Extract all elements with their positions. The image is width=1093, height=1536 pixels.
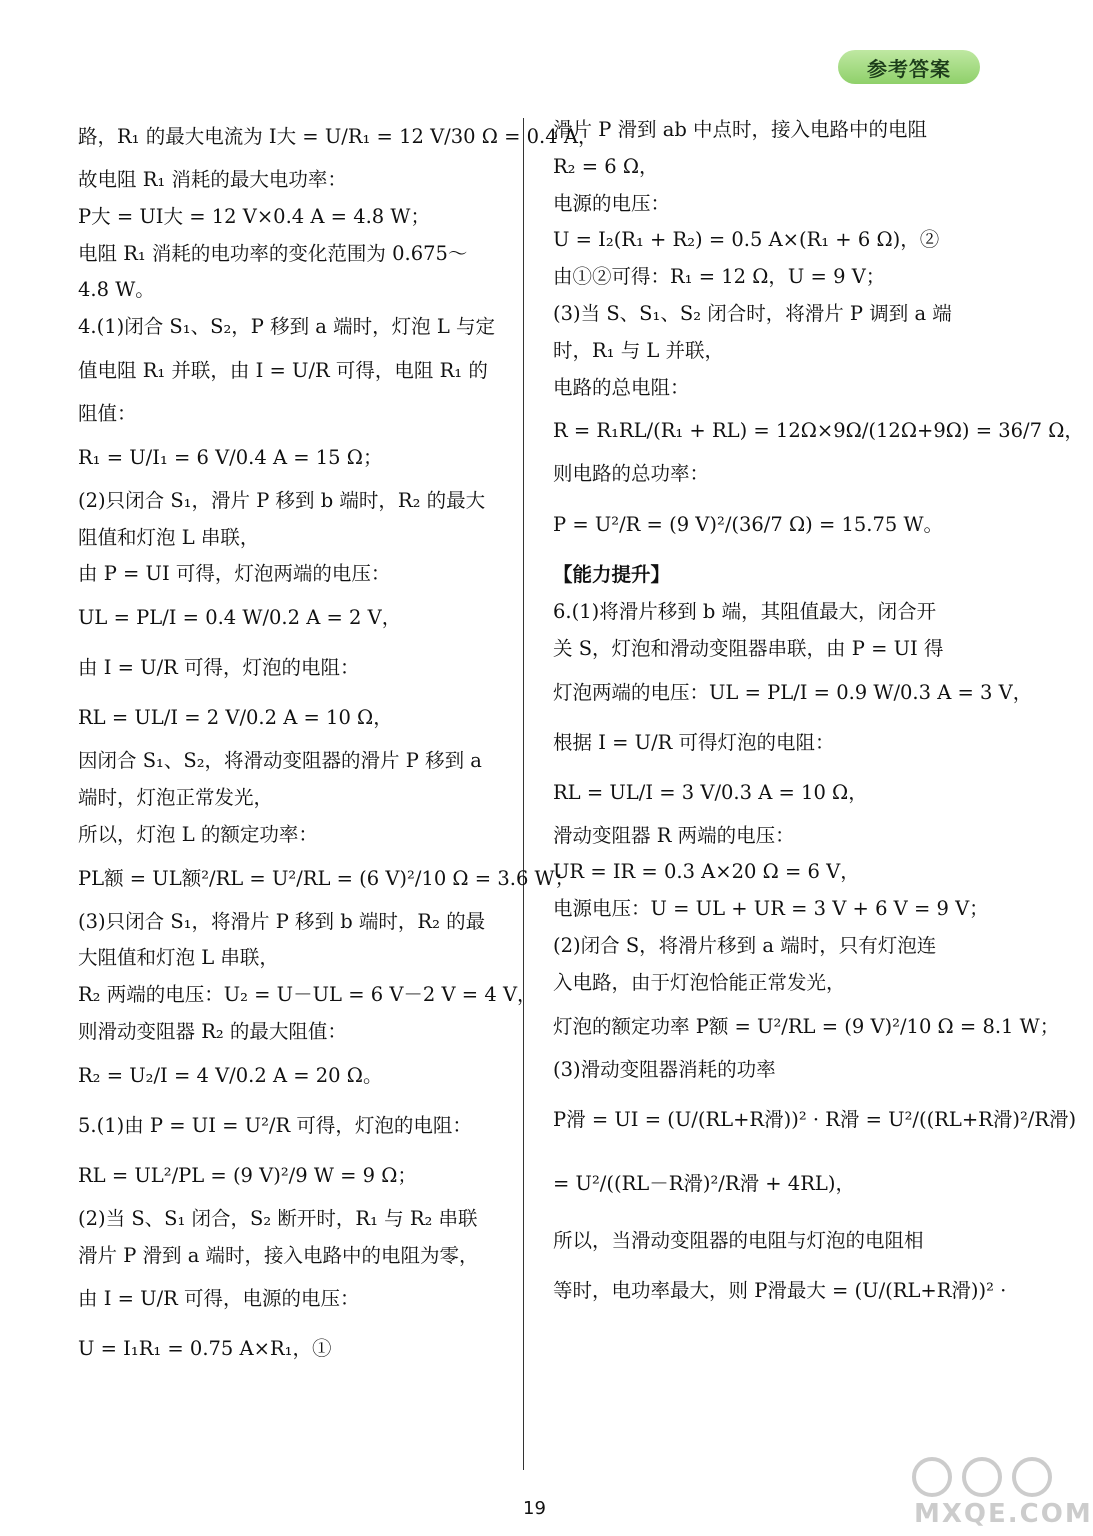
text-line: 所以，当滑动变阻器的电阻与灯泡的电阻相 <box>553 1229 924 1253</box>
text-line: P大 = UI大 = 12 V×0.4 A = 4.8 W； <box>78 204 430 228</box>
text-line: 根据 I = U/R 可得灯泡的电阻： <box>553 730 835 754</box>
text-line: 滑片 P 滑到 ab 中点时，接入电路中的电阻 <box>553 118 928 141</box>
text-line: PL额 = UL额²/RL = U²/RL = (6 V)²/10 Ω = 3.6 W； <box>78 866 575 890</box>
text-line: 滑片 P 滑到 a 端时，接入电路中的电阻为零， <box>78 1243 479 1267</box>
text-line: 5.(1)由 P = UI = U²/R 可得，灯泡的电阻： <box>78 1113 472 1137</box>
text-line: 由①②可得：R₁ = 12 Ω，U = 9 V； <box>553 265 886 289</box>
text-line: 入电路，由于灯泡恰能正常发光， <box>553 970 846 994</box>
text-line: 4.(1)闭合 S₁、S₂，P 移到 a 端时，灯泡 L 与定 <box>78 315 495 339</box>
text-line: P滑 = UI = (U/(RL+R滑))² · R滑 = U²/((RL+R滑)²/R滑) <box>553 1108 1077 1132</box>
text-line: 关 S，灯泡和滑动变阻器串联，由 P = UI 得 <box>553 636 944 660</box>
text-line: 由 P = UI 可得，灯泡两端的电压： <box>78 562 391 586</box>
text-line: R₂ = 6 Ω， <box>553 154 659 178</box>
right-column <box>553 112 1084 1316</box>
text-line: 由 I = U/R 可得，灯泡的电阻： <box>78 656 360 680</box>
text-line: 电阻 R₁ 消耗的电功率的变化范围为 0.675～ <box>78 241 468 265</box>
text-line: (3)当 S、S₁、S₂ 闭合时，将滑片 P 调到 a 端 <box>553 301 952 325</box>
text-line: R = R₁RL/(R₁ + RL) = 12Ω×9Ω/(12Ω+9Ω) = 36/7 Ω， <box>553 419 1084 443</box>
text-line: 则滑动变阻器 R₂ 的最大阻值： <box>78 1019 347 1043</box>
text-line: 由 I = U/R 可得，电源的电压： <box>78 1287 360 1311</box>
text-line: 电源的电压： <box>553 191 671 215</box>
text-line: U = I₁R₁ = 0.75 A×R₁，① <box>78 1337 332 1361</box>
text-line: 电路的总电阻： <box>553 375 690 399</box>
text-line: RL = UL²/PL = (9 V)²/9 W = 9 Ω； <box>78 1163 417 1187</box>
text-line: 路，R₁ 的最大电流为 I大 = U/R₁ = 12 V/30 Ω = 0.4 A， <box>78 125 598 148</box>
watermark <box>890 1455 1093 1533</box>
text-line: RL = UL/I = 2 V/0.2 A = 10 Ω， <box>78 706 393 730</box>
text-line: (2)闭合 S，将滑片移到 a 端时，只有灯泡连 <box>553 933 937 957</box>
text-line: 灯泡的额定功率 P额 = U²/RL = (9 V)²/10 Ω = 8.1 W； <box>553 1014 1060 1038</box>
text-line: 电源电压：U = UL + UR = 3 V + 6 V = 9 V； <box>553 897 989 921</box>
text-line: 等时，电功率最大，则 P滑最大 = (U/(RL+R滑))² · <box>553 1279 1007 1303</box>
text-line: 则电路的总功率： <box>553 462 710 486</box>
text-line: 时，R₁ 与 L 并联， <box>553 338 725 362</box>
text-line: 灯泡两端的电压：UL = PL/I = 0.9 W/0.3 A = 3 V， <box>553 680 1033 704</box>
text-line: U = I₂(R₁ + R₂) = 0.5 A×(R₁ + 6 Ω)，② <box>553 228 940 252</box>
text-line: 滑动变阻器 R 两端的电压： <box>553 823 795 847</box>
watermark-logo-icon <box>910 1455 1060 1499</box>
text-line: UR = IR = 0.3 A×20 Ω = 6 V， <box>553 860 860 884</box>
text-line: 端时，灯泡正常发光， <box>78 785 274 809</box>
text-line: UL = PL/I = 0.4 W/0.2 A = 2 V， <box>78 606 402 630</box>
text-line: = U²/((RL－R滑)²/R滑 + 4RL)， <box>553 1172 855 1196</box>
text-line: 4.8 W。 <box>78 278 155 302</box>
text-line: (2)只闭合 S₁，滑片 P 移到 b 端时，R₂ 的最大 <box>78 488 486 512</box>
text-line: 值电阻 R₁ 并联，由 I = U/R 可得，电阻 R₁ 的 <box>78 358 488 382</box>
text-line: (2)当 S、S₁ 闭合，S₂ 断开时，R₁ 与 R₂ 串联 <box>78 1206 478 1230</box>
text-line: 因闭合 S₁、S₂，将滑动变阻器的滑片 P 移到 a <box>78 749 482 773</box>
text-line: P = U²/R = (9 V)²/(36/7 Ω) = 15.75 W。 <box>553 513 944 537</box>
text-line: R₂ 两端的电压：U₂ = U－UL = 6 V－2 V = 4 V， <box>78 983 537 1007</box>
text-line: 6.(1)将滑片移到 b 端，其阻值最大，闭合开 <box>553 599 937 623</box>
watermark-text: MXQE.COM <box>914 1499 1093 1529</box>
text-line: (3)只闭合 S₁，将滑片 P 移到 b 端时，R₂ 的最 <box>78 909 486 933</box>
column-divider <box>523 118 524 1470</box>
left-column <box>78 112 598 1374</box>
text-line: 阻值： <box>78 401 137 425</box>
text-line: (3)滑动变阻器消耗的功率 <box>553 1057 776 1081</box>
text-line: R₂ = U₂/I = 4 V/0.2 A = 20 Ω。 <box>78 1063 383 1087</box>
text-line: 所以，灯泡 L 的额定功率： <box>78 822 318 846</box>
text-line: R₁ = U/I₁ = 6 V/0.4 A = 15 Ω； <box>78 445 383 469</box>
text-line: 故电阻 R₁ 消耗的最大电功率： <box>78 168 347 191</box>
section-heading: 【能力提升】 <box>553 563 671 587</box>
text-line: RL = UL/I = 3 V/0.3 A = 10 Ω， <box>553 780 868 804</box>
answer-key-badge: 参考答案 <box>838 50 980 84</box>
page-number: 19 <box>523 1498 546 1519</box>
text-line: 大阻值和灯泡 L 串联， <box>78 946 279 970</box>
text-line: 阻值和灯泡 L 串联， <box>78 525 260 549</box>
